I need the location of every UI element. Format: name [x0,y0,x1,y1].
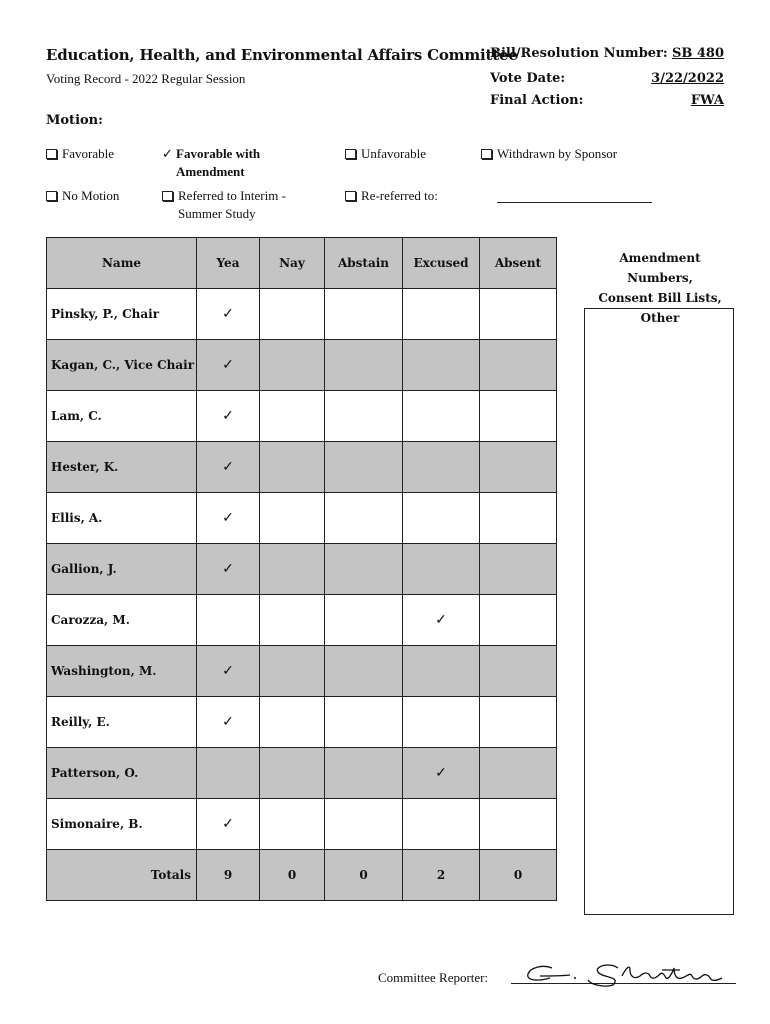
vote-cell-nay[interactable] [260,799,325,850]
vote-date-label: Vote Date: [490,71,566,86]
total-nay: 0 [260,850,325,901]
vote-cell-nay[interactable] [260,697,325,748]
member-name: Carozza, M. [47,595,197,646]
vote-cell-nay[interactable] [260,391,325,442]
vote-cell-abstain[interactable] [325,799,403,850]
motion-option-favorable[interactable]: Favorable [46,145,114,163]
member-name: Hester, K. [47,442,197,493]
column-header-excused: Excused [403,238,480,289]
option-label-line1: Favorable with [176,146,261,161]
session-subtitle: Voting Record - 2022 Regular Session [46,71,246,86]
vote-cell-yea[interactable] [197,289,260,340]
vote-cell-abstain[interactable] [325,340,403,391]
vote-cell-yea[interactable] [197,748,260,799]
vote-cell-absent[interactable] [480,646,557,697]
checkmark-icon: ✓ [435,612,447,628]
vote-cell-excused[interactable] [403,340,480,391]
checkmark-icon: ✓ [222,357,234,373]
amendments-heading-line3: Other [640,311,680,325]
vote-cell-abstain[interactable] [325,595,403,646]
checkmark-icon: ✓ [222,561,234,577]
bill-number-label: Bill/Resolution Number: [490,46,668,61]
vote-cell-excused[interactable] [403,442,480,493]
totals-label: Totals [47,850,197,901]
checkbox-icon[interactable] [481,149,492,159]
vote-cell-absent[interactable] [480,595,557,646]
column-header-yea: Yea [197,238,260,289]
total-yea: 9 [197,850,260,901]
vote-cell-nay[interactable] [260,544,325,595]
total-absent: 0 [480,850,557,901]
checkbox-icon[interactable] [46,149,57,159]
table-row [47,391,557,442]
table-row [47,289,557,340]
column-header-abstain: Abstain [325,238,403,289]
motion-option-withdrawn[interactable]: Withdrawn by Sponsor [481,145,617,163]
table-header-row [47,238,557,289]
bill-number-value: SB 480 [671,46,724,61]
vote-cell-excused[interactable] [403,595,480,646]
vote-cell-absent[interactable] [480,493,557,544]
member-name: Ellis, A. [47,493,197,544]
table-row [47,799,557,850]
member-name: Lam, C. [47,391,197,442]
vote-cell-excused[interactable] [403,646,480,697]
option-label-line2: Amendment [176,164,245,179]
vote-cell-abstain[interactable] [325,748,403,799]
vote-cell-yea[interactable] [197,799,260,850]
checkmark-icon: ✓ [222,408,234,424]
member-name: Gallion, J. [47,544,197,595]
motion-option-favorable-with-amendment[interactable] [162,145,260,181]
vote-cell-absent[interactable] [480,697,557,748]
vote-cell-abstain[interactable] [325,697,403,748]
vote-cell-excused[interactable] [403,697,480,748]
table-row [47,595,557,646]
option-label-line2: Summer Study [178,206,256,221]
member-name: Washington, M. [47,646,197,697]
total-excused: 2 [403,850,480,901]
vote-cell-nay[interactable] [260,289,325,340]
checkmark-icon: ✓ [222,306,234,322]
checkbox-icon[interactable] [46,191,57,201]
vote-cell-nay[interactable] [260,646,325,697]
total-abstain: 0 [325,850,403,901]
vote-cell-excused[interactable] [403,799,480,850]
vote-cell-excused[interactable] [403,748,480,799]
vote-cell-yea[interactable] [197,340,260,391]
checkmark-icon: ✓ [435,765,447,781]
vote-cell-absent[interactable] [480,748,557,799]
vote-cell-absent[interactable] [480,544,557,595]
column-header-absent: Absent [480,238,557,289]
vote-cell-abstain[interactable] [325,442,403,493]
vote-cell-abstain[interactable] [325,289,403,340]
reporter-signature [522,958,737,988]
member-name: Kagan, C., Vice Chair [47,340,197,391]
vote-cell-absent[interactable] [480,442,557,493]
committee-title: Education, Health, and Environmental Affairs Committee [46,46,518,64]
re-referred-blank[interactable] [497,201,652,203]
totals-row [47,850,557,901]
vote-cell-yea[interactable] [197,442,260,493]
vote-cell-excused[interactable] [403,493,480,544]
voting-table [46,237,557,901]
vote-cell-abstain[interactable] [325,391,403,442]
motion-label: Motion: [46,113,103,128]
checkmark-icon: ✓ [222,510,234,526]
member-name: Patterson, O. [47,748,197,799]
checkmark-icon: ✓ [222,816,234,832]
vote-cell-yea[interactable] [197,697,260,748]
checkmark-icon: ✓ [222,663,234,679]
table-row [47,544,557,595]
member-name: Reilly, E. [47,697,197,748]
vote-cell-absent[interactable] [480,799,557,850]
amendments-heading-line1: Amendment Numbers, [619,251,701,285]
table-row [47,646,557,697]
checkbox-icon[interactable] [345,191,356,201]
vote-cell-abstain[interactable] [325,493,403,544]
checkbox-icon[interactable] [345,149,356,159]
table-row [47,748,557,799]
motion-option-no-motion[interactable]: No Motion [46,187,119,205]
vote-cell-nay[interactable] [260,748,325,799]
table-row [47,493,557,544]
final-action-value: FWA [690,93,724,108]
final-action-label: Final Action: [490,93,584,108]
motion-option-unfavorable[interactable]: Unfavorable [345,145,426,163]
vote-cell-absent[interactable] [480,289,557,340]
table-row [47,442,557,493]
vote-cell-abstain[interactable] [325,544,403,595]
vote-cell-yea[interactable] [197,544,260,595]
option-label-line1: Referred to Interim - [178,188,286,203]
vote-cell-excused[interactable] [403,391,480,442]
amendments-box[interactable] [584,308,734,915]
table-row [47,340,557,391]
motion-option-referred-interim[interactable] [162,187,286,223]
vote-cell-excused[interactable] [403,544,480,595]
amendments-heading-line2: Consent Bill Lists, [598,291,722,305]
vote-cell-excused[interactable] [403,289,480,340]
column-header-nay: Nay [260,238,325,289]
vote-cell-nay[interactable] [260,595,325,646]
vote-cell-abstain[interactable] [325,646,403,697]
committee-reporter-label: Committee Reporter: [378,970,489,985]
vote-cell-yea[interactable] [197,646,260,697]
vote-cell-yea[interactable] [197,595,260,646]
vote-cell-absent[interactable] [480,391,557,442]
motion-option-re-referred[interactable]: Re-referred to: [345,187,438,205]
checkmark-icon: ✓ [162,146,173,161]
checkmark-icon: ✓ [222,459,234,475]
column-header-name: Name [47,238,197,289]
vote-cell-absent[interactable] [480,340,557,391]
member-name: Pinsky, P., Chair [47,289,197,340]
vote-cell-yea[interactable] [197,493,260,544]
vote-cell-nay[interactable] [260,340,325,391]
checkbox-icon[interactable] [162,191,173,201]
vote-cell-nay[interactable] [260,493,325,544]
table-row [47,697,557,748]
vote-cell-nay[interactable] [260,442,325,493]
member-name: Simonaire, B. [47,799,197,850]
vote-date-value: 3/22/2022 [651,71,724,86]
checkmark-icon: ✓ [222,714,234,730]
vote-cell-yea[interactable] [197,391,260,442]
